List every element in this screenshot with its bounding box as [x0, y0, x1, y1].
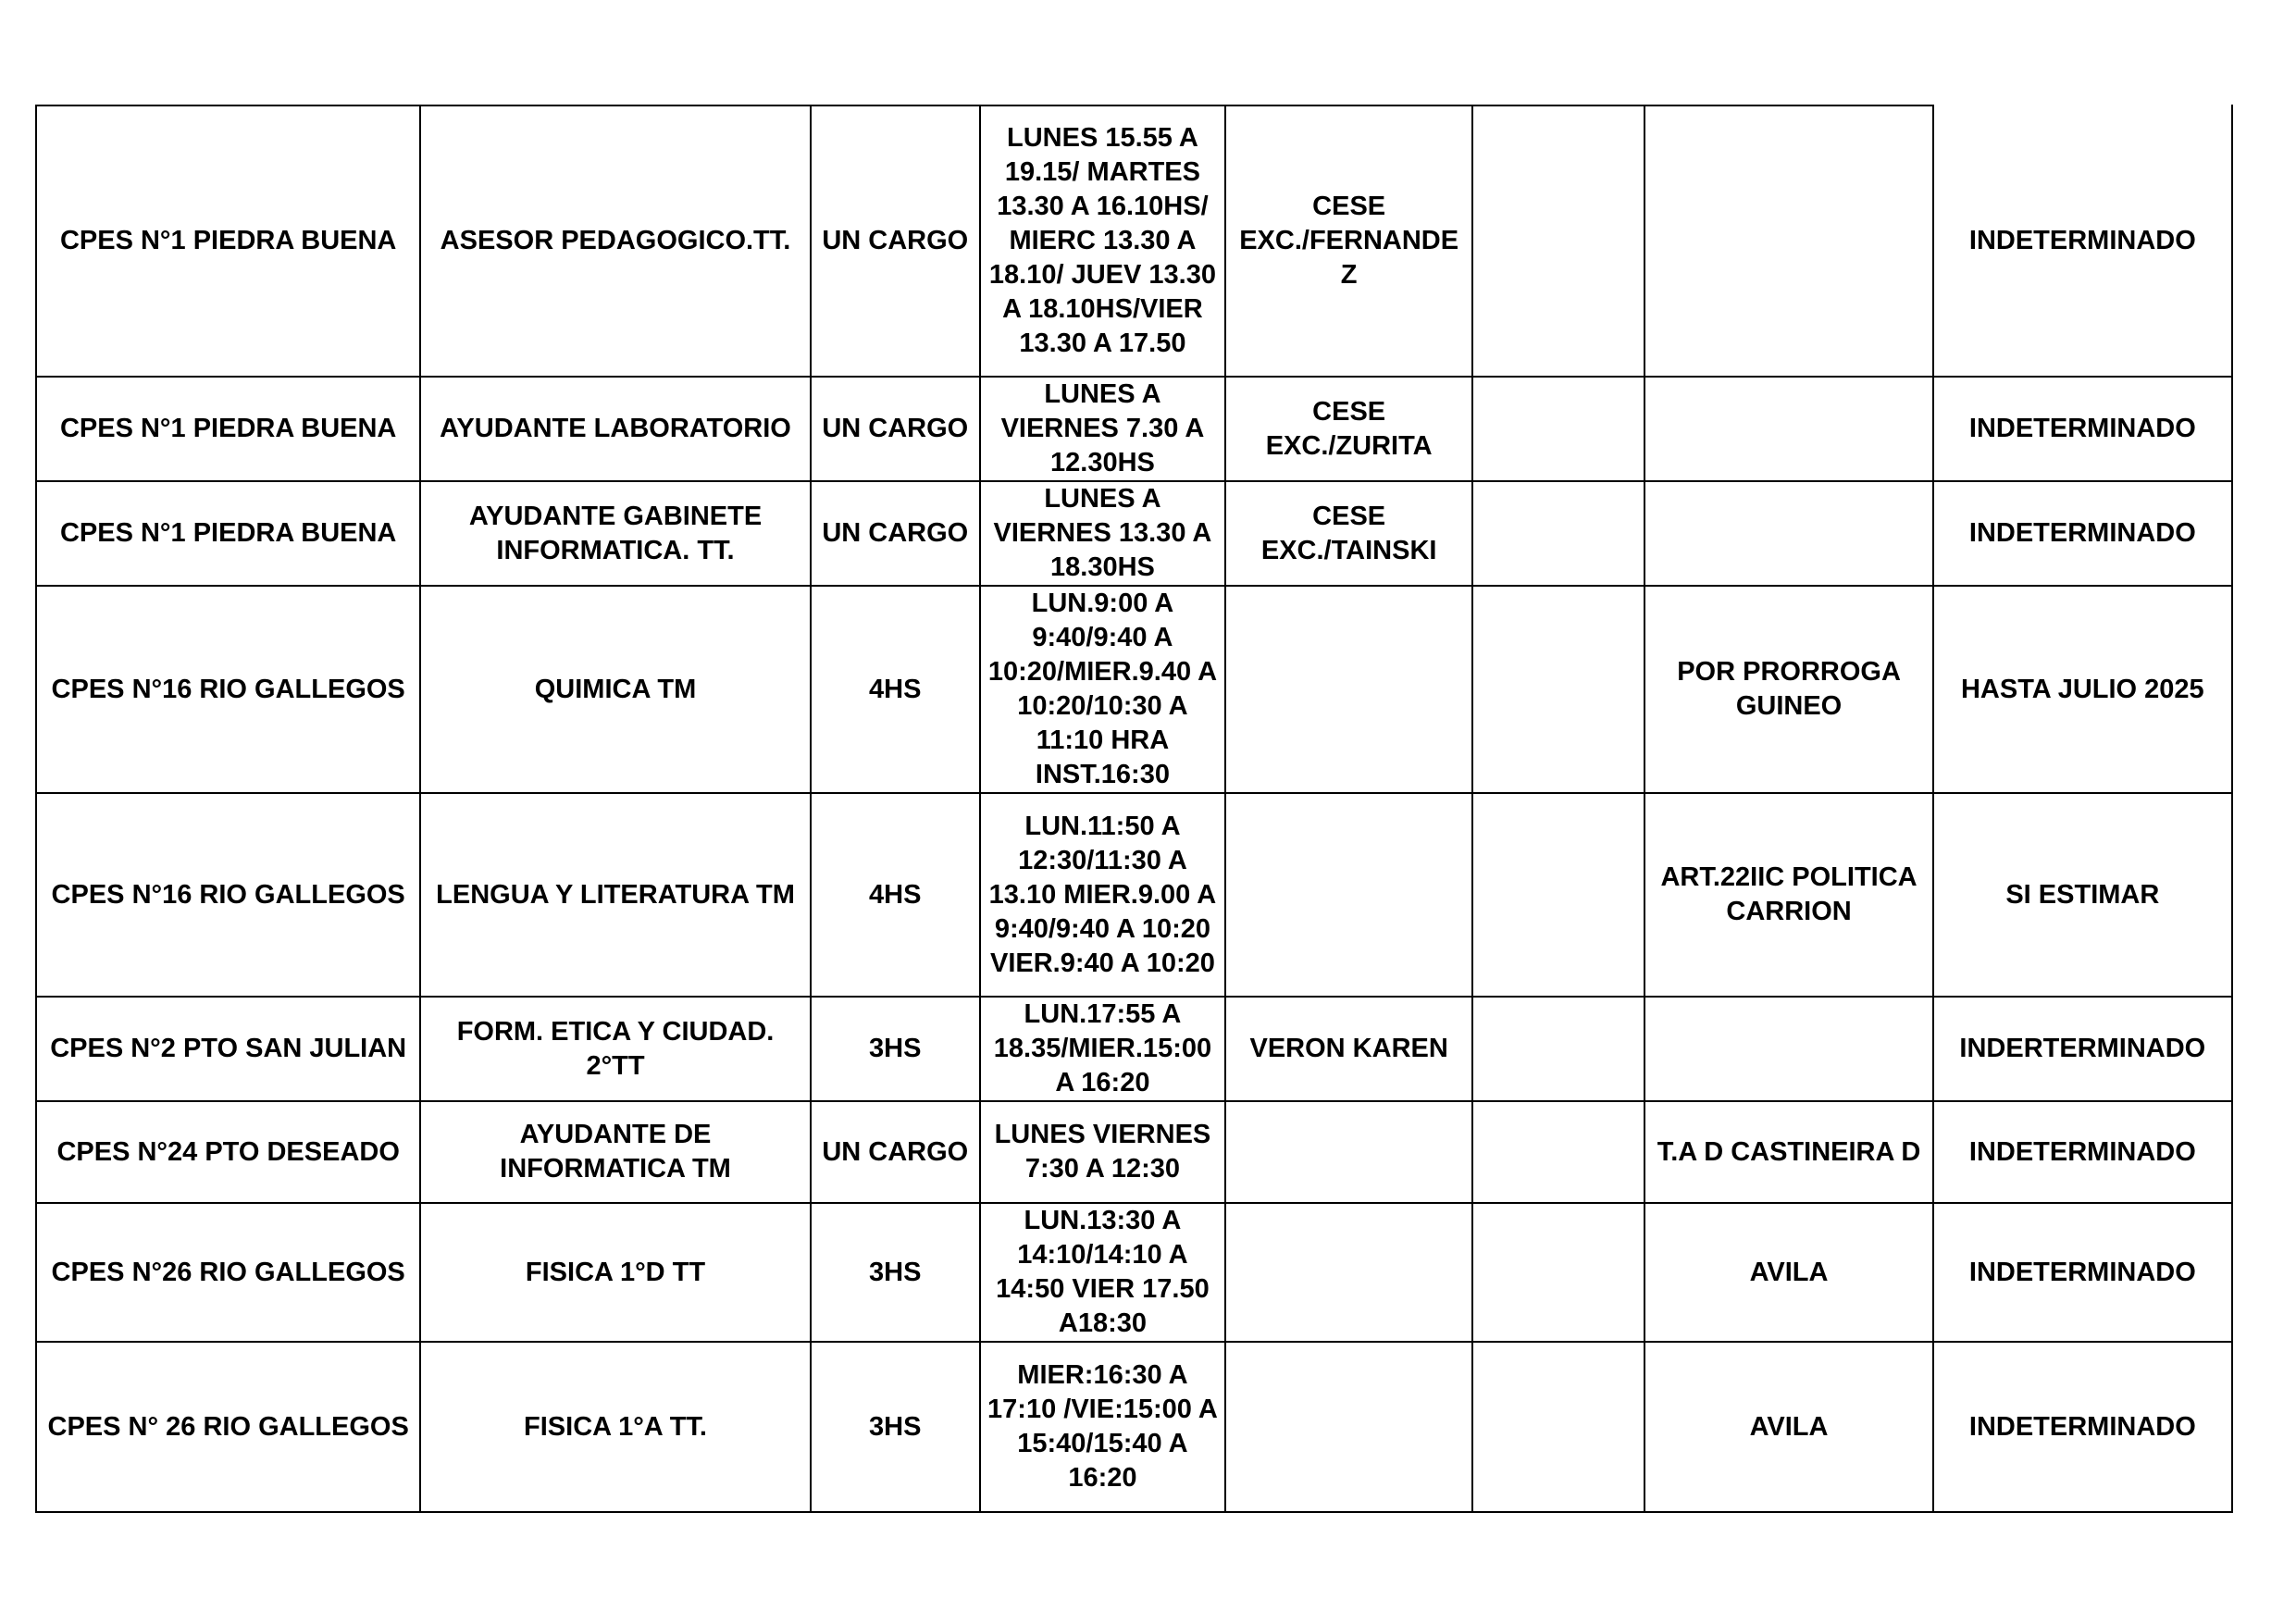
schedule-cell: LUNES 15.55 A 19.15/ MARTES 13.30 A 16.10HS/ MIERC 13.30 A 18.10/ JUEV 13.30 A 18.10HS/VIER 13.30 A 17.50 — [980, 105, 1225, 377]
empty-cell — [1472, 1203, 1644, 1342]
table-row — [36, 1342, 2232, 1512]
schedule-cell: LUN.11:50 A 12:30/11:30 A 13.10 MIER.9.00 A 9:40/9:40 A 10:20 VIER.9:40 A 10:20 — [980, 793, 1225, 997]
institution-cell: CPES N°24 PTO DESEADO — [36, 1101, 420, 1203]
hours-cell: 3HS — [811, 1342, 980, 1512]
hours-cell: UN CARGO — [811, 105, 980, 377]
position-cell: QUIMICA TM — [420, 586, 810, 793]
empty-cell — [1472, 1101, 1644, 1203]
institution-cell: CPES N°16 RIO GALLEGOS — [36, 586, 420, 793]
schedule-cell: LUNES A VIERNES 13.30 A 18.30HS — [980, 481, 1225, 586]
schedule-cell: LUN.13:30 A 14:10/14:10 A 14:50 VIER 17.50 A18:30 — [980, 1203, 1225, 1342]
replaces-cell — [1644, 377, 1932, 481]
empty-cell — [1472, 793, 1644, 997]
table-row — [36, 481, 2232, 586]
reason-cell: CESE EXC./FERNANDEZ — [1225, 105, 1472, 377]
schedule-cell: MIER:16:30 A 17:10 /VIE:15:00 A 15:40/15:40 A 16:20 — [980, 1342, 1225, 1512]
position-cell: AYUDANTE DE INFORMATICA TM — [420, 1101, 810, 1203]
replaces-cell — [1644, 105, 1932, 377]
empty-cell — [1472, 1342, 1644, 1512]
duration-cell: INDETERMINADO — [1933, 1101, 2232, 1203]
vacancies-table — [35, 105, 2233, 1513]
duration-cell: INDERTERMINADO — [1933, 997, 2232, 1101]
duration-cell: HASTA JULIO 2025 — [1933, 586, 2232, 793]
table-row — [36, 377, 2232, 481]
reason-cell — [1225, 1101, 1472, 1203]
reason-cell — [1225, 586, 1472, 793]
hours-cell: 3HS — [811, 997, 980, 1101]
institution-cell: CPES N°16 RIO GALLEGOS — [36, 793, 420, 997]
institution-cell: CPES N° 26 RIO GALLEGOS — [36, 1342, 420, 1512]
position-cell: FORM. ETICA Y CIUDAD. 2°TT — [420, 997, 810, 1101]
reason-cell: CESE EXC./ZURITA — [1225, 377, 1472, 481]
institution-cell: CPES N°1 PIEDRA BUENA — [36, 377, 420, 481]
schedule-cell: LUN.9:00 A 9:40/9:40 A 10:20/MIER.9.40 A 10:20/10:30 A 11:10 HRA INST.16:30 — [980, 586, 1225, 793]
position-cell: ASESOR PEDAGOGICO.TT. — [420, 105, 810, 377]
reason-cell — [1225, 793, 1472, 997]
replaces-cell — [1644, 997, 1932, 1101]
table-row — [36, 105, 2232, 377]
table-row — [36, 1203, 2232, 1342]
position-cell: AYUDANTE GABINETE INFORMATICA. TT. — [420, 481, 810, 586]
hours-cell: 4HS — [811, 793, 980, 997]
hours-cell: 4HS — [811, 586, 980, 793]
replaces-cell: POR PRORROGA GUINEO — [1644, 586, 1932, 793]
institution-cell: CPES N°26 RIO GALLEGOS — [36, 1203, 420, 1342]
empty-cell — [1472, 586, 1644, 793]
hours-cell: UN CARGO — [811, 377, 980, 481]
hours-cell: UN CARGO — [811, 481, 980, 586]
table-row — [36, 1101, 2232, 1203]
institution-cell: CPES N°1 PIEDRA BUENA — [36, 105, 420, 377]
table-row — [36, 793, 2232, 997]
duration-cell: INDETERMINADO — [1933, 481, 2232, 586]
duration-cell: INDETERMINADO — [1933, 1342, 2232, 1512]
replaces-cell: AVILA — [1644, 1342, 1932, 1512]
hours-cell: 3HS — [811, 1203, 980, 1342]
empty-cell — [1472, 105, 1644, 377]
schedule-cell: LUNES A VIERNES 7.30 A 12.30HS — [980, 377, 1225, 481]
reason-cell: VERON KAREN — [1225, 997, 1472, 1101]
position-cell: AYUDANTE LABORATORIO — [420, 377, 810, 481]
table-row — [36, 586, 2232, 793]
reason-cell — [1225, 1203, 1472, 1342]
schedule-cell: LUN.17:55 A 18.35/MIER.15:00 A 16:20 — [980, 997, 1225, 1101]
position-cell: FISICA 1°A TT. — [420, 1342, 810, 1512]
reason-cell — [1225, 1342, 1472, 1512]
replaces-cell: ART.22IIC POLITICA CARRION — [1644, 793, 1932, 997]
institution-cell: CPES N°1 PIEDRA BUENA — [36, 481, 420, 586]
replaces-cell: T.A D CASTINEIRA D — [1644, 1101, 1932, 1203]
schedule-cell: LUNES VIERNES 7:30 A 12:30 — [980, 1101, 1225, 1203]
position-cell: LENGUA Y LITERATURA TM — [420, 793, 810, 997]
empty-cell — [1472, 377, 1644, 481]
hours-cell: UN CARGO — [811, 1101, 980, 1203]
duration-cell: INDETERMINADO — [1933, 105, 2232, 377]
duration-cell: INDETERMINADO — [1933, 377, 2232, 481]
empty-cell — [1472, 481, 1644, 586]
duration-cell: INDETERMINADO — [1933, 1203, 2232, 1342]
table-row — [36, 997, 2232, 1101]
institution-cell: CPES N°2 PTO SAN JULIAN — [36, 997, 420, 1101]
reason-cell: CESE EXC./TAINSKI — [1225, 481, 1472, 586]
replaces-cell — [1644, 481, 1932, 586]
position-cell: FISICA 1°D TT — [420, 1203, 810, 1342]
replaces-cell: AVILA — [1644, 1203, 1932, 1342]
duration-cell: SI ESTIMAR — [1933, 793, 2232, 997]
empty-cell — [1472, 997, 1644, 1101]
